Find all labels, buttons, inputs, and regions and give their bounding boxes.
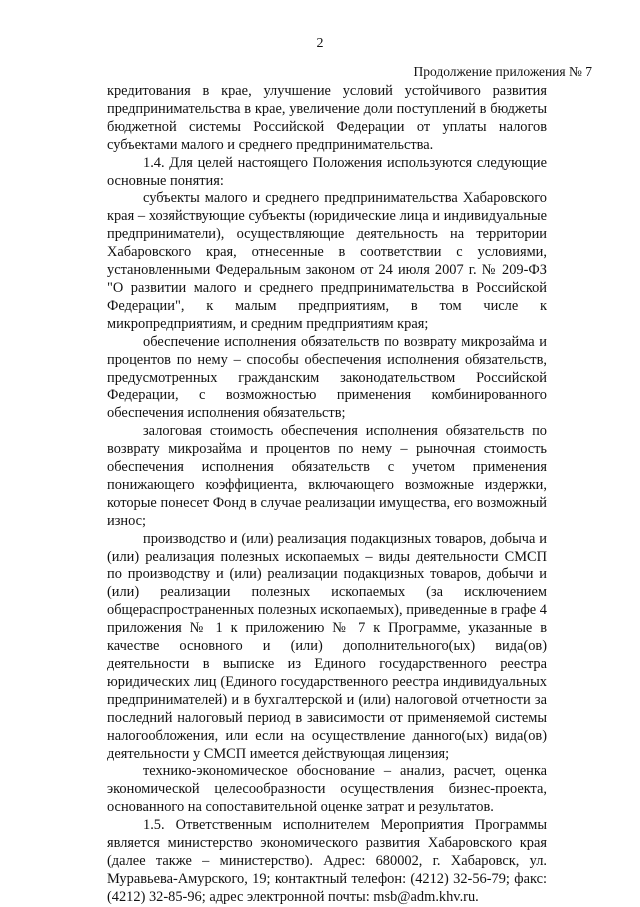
paragraph-definition-loan-security: обеспечение исполнения обязательств по возврату микрозайма и процентов по нему – способы обеспечения исполнения обязательств, предусмотренных гражданским законодательством Российской Федерации, с возможностью применения комбинированного обеспечения исполнения обязательств; [107,333,547,422]
appendix-continuation-label: Продолжение приложения № 7 [413,64,592,79]
paragraph-definition-collateral-value: залоговая стоимость обеспечения исполнения обязательств по возврату микрозайма и процентов по нему – рыночная стоимость обеспечения исполнения обязательств с учетом применения понижающего коэффициента, включающего возможные издержки, которые понесет Фонд в случае реализации имущества, его возможный износ; [107,423,547,529]
paragraph-credit-conditions: кредитования в крае, улучшение условий устойчивого развития предпринимательства в крае, увеличение доли поступлений в бюджеты бюджетной системы Российской Федерации от уплаты налогов субъектами малого и среднего предпринимательства. [107,83,547,153]
paragraph-definition-smsp: субъекты малого и среднего предпринимательства Хабаровского края – хозяйствующие субъекты (юридические лица и индивидуальные предприниматели), осуществляющие деятельность на территории Хабаровского края, отнесенные в соответствии с условиями, установленными Федеральным законом от 24 июля 2007 г. № 209-ФЗ "О развитии малого и среднего предпринимательства в Российской Федерации", к малым предприятиям, в том числе к микропредприятиям, и средним предприятиям края; [107,190,547,332]
page-number: 2 [316,36,324,51]
paragraph-definition-excise-goods: производство и (или) реализация подакцизных товаров, добыча и (или) реализация полезных ископаемых – виды деятельности СМСП по производству и (или) реализации подакцизных товаров, добычи и (или) реализации полезных ископаемых (за исключением общераспространенных полезных ископаемых), приведенные в графе 4 приложения № 1 к приложению № 7 к Программе, указанные в качестве основного и (или) дополнительного(ых) вида(ов) деятельности в выписке из Единого государственного реестра юридических лиц (Единого государственного реестра индивидуальных предпринимателей) и в бухгалтерской и (или) налоговой отчетности за последний налоговый период в зависимости от применяемой системы налогообложения, или если на осуществление данного(ых) вида(ов) деятельности у СМСП имеется действующая лицензия; [107,530,547,762]
document-body [107,83,547,907]
paragraph-1-4-definitions-intro: 1.4. Для целей настоящего Положения используются следующие основные понятия: [107,154,547,189]
paragraph-definition-feasibility-study: технико-экономическое обоснование – анализ, расчет, оценка экономической целесообразности осуществления бизнес-проекта, основанного на сопоставительной оценке затрат и результатов. [107,763,547,816]
paragraph-1-5-responsible-executor: 1.5. Ответственным исполнителем Мероприятия Программы является министерство экономического развития Хабаровского края (далее также – министерство). Адрес: 680002, г. Хабаровск, ул. Муравьева-Амурского, 19; контактный телефон: (4212) 32-56-79; факс: (4212) 32-85-96; адрес электронной почты: msb@adm.khv.ru. [107,817,547,905]
